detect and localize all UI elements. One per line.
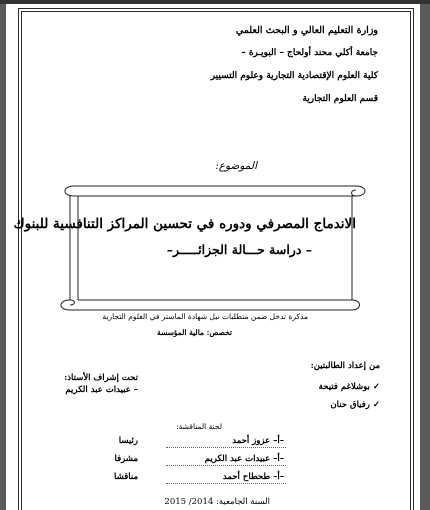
university-line: جامعة أكلي محند أولحاج – البويـرة –	[241, 48, 378, 58]
thesis-title-line1: الاندماج المصرفي ودوره في تحسين المراكز التنافسية للبنوك	[13, 216, 356, 232]
subject-label: الموضوع:	[215, 160, 257, 172]
ministry-line: وزارة التعليم العالي و البحث العلمي	[235, 25, 378, 36]
memo-line: مذكرة تدخل ضمن متطلبات نيل شهادة الماستر في العلوم التجارية	[102, 312, 308, 321]
committee-member-2: –أ– عبيدات عبد الكريم	[204, 454, 284, 464]
department-line: قسم العلوم التجارية	[302, 94, 378, 104]
supervisor-name: – عبيدات عبد الكريم	[65, 385, 138, 395]
committee-member-1: –أ– عزوز أحمد	[232, 436, 284, 446]
committee-role-2: مشرفا	[114, 454, 138, 464]
committee-role-1: رئيسا	[118, 436, 138, 446]
dotted-leader	[166, 483, 286, 484]
committee-label: لجنة المناقشة:	[176, 422, 222, 431]
committee-member-3: –أ– طحطاح أحمد	[222, 472, 284, 482]
thesis-title-line2: – دراسة حـــالة الجزائـــــر–	[166, 242, 312, 257]
specialty-line: تخصص: مالية المؤسسة	[156, 328, 232, 337]
dotted-leader	[166, 465, 286, 466]
supervision-label: تحت إشراف الأستاذ:	[64, 373, 138, 383]
committee-role-3: مناقشا	[114, 472, 138, 482]
document-page	[6, 4, 420, 510]
academic-year: السنة الجامعية: 2014/ 2015	[164, 497, 270, 507]
prepared-label: من إعداد الطالبتين:	[310, 361, 380, 371]
faculty-line: كلية العلوم الإقتصادية التجارية وعلوم التسيير	[210, 71, 378, 81]
student-1: ✓ بوشلاغم فتيحة	[318, 382, 380, 392]
student-2: ✓ رفياق حنان	[330, 400, 380, 410]
dotted-leader	[166, 447, 286, 448]
